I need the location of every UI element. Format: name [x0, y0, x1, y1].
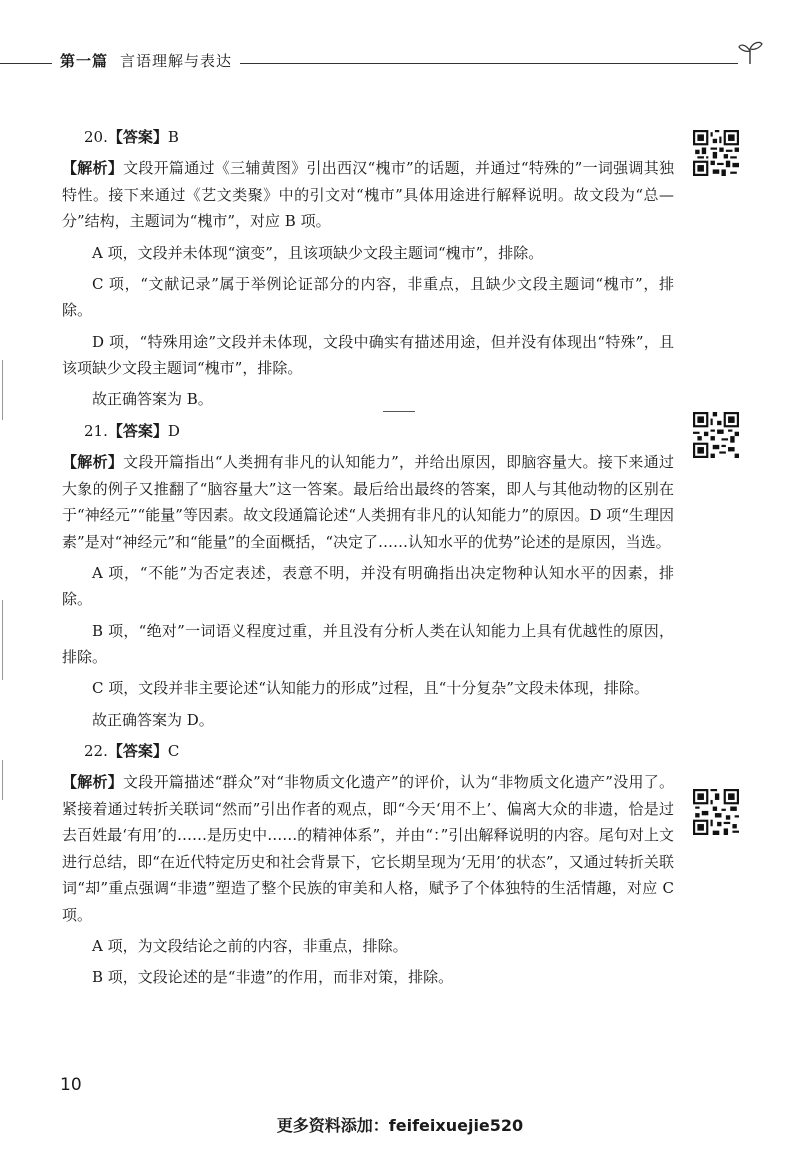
answer-value: C [167, 742, 180, 761]
analysis-text: 文段开篇指出“人类拥有非凡的认知能力”，并给出原因，即脑容量大。接下来通过大象的例子又推翻了“脑容量大”这一答案。最后给出最终的答案，即人与其他动物的区别在于“神经元”“能量”等因素。故文段通篇论述“人类拥有非凡的认知能力”的原因。D 项“生理因素”是对“神经元”和“能量”的全面概括，“决定了……认知水平的优势”论述的是原因，当选。 [62, 453, 674, 551]
answer-heading [62, 418, 674, 445]
analysis-tag: 【解析】 [62, 773, 124, 792]
analysis-paragraph [62, 769, 674, 928]
scan-edge-mark [2, 600, 3, 680]
analysis-paragraph [62, 449, 674, 555]
answer-heading [62, 124, 674, 151]
chapter-part: 第一篇 [60, 52, 109, 70]
answer-value: D [167, 421, 180, 440]
qr-code-icon[interactable] [693, 130, 739, 176]
conclusion: 故正确答案为 D。 [92, 710, 214, 729]
qr-code-icon[interactable] [693, 789, 739, 835]
analysis-paragraph [62, 155, 674, 235]
page-number: 10 [60, 1075, 82, 1095]
analysis-text: 文段开篇描述“群众”对“非物质文化遗产”的评价，认为“非物质文化遗产”没用了。紧接着通过转折关联词“然而”引出作者的观点，即“今天‘用不上’、偏离大众的非遗，恰是过去百姓最‘有用’的……是历史中……的精神体系”，并由“：”引出解释说明的内容。尾句对上文进行总结，即“在近代特定历史和社会背景下，它长期呈现为‘无用’的状态”，又通过转折关联词“却”重点强调“非遗”塑造了整个民族的审美和人格，赋予了个体独特的生活情趣，对应 C 项。 [62, 773, 674, 924]
option-explanation: A 项，为文段结论之前的内容，非重点，排除。 [92, 937, 408, 956]
answer-tag: 【答案】 [107, 128, 168, 146]
answer-tag: 【答案】 [107, 421, 168, 440]
analysis-tag: 【解析】 [62, 453, 124, 472]
footer-contact-note: 更多资料添加：feifeixuejie520 [276, 1116, 524, 1135]
answer-explanations [62, 124, 674, 996]
answer-tag: 【答案】 [107, 742, 168, 761]
answer-value: B [167, 128, 179, 146]
option-explanation: A 项，文段并未体现“演变”，且该项缺少文段主题词“槐市”，排除。 [92, 243, 544, 262]
option-explanation: D 项，“特殊用途”文段并未体现，文段中确实有描述用途，但并没有体现出“特殊”，且该项缺少文段主题词“槐市”，排除。 [62, 332, 674, 378]
option-explanation: C 项，“文献记录”属于举例论证部分的内容，非重点，且缺少文段主题词“槐市”，排除。 [62, 274, 674, 320]
analysis-text: 文段开篇通过《三辅黄图》引出西汉“槐市”的话题，并通过“特殊的”一词强调其独特性。接下来通过《艺文类聚》中的引文对“槐市”具体用途进行解释说明。故文段为“总—分”结构，主题词为“槐市”，对应 B 项。 [62, 159, 674, 231]
chapter-header [52, 50, 240, 71]
question-number: 22. [84, 742, 108, 761]
scan-edge-mark [2, 760, 3, 800]
qr-code-icon[interactable] [693, 412, 739, 458]
option-explanation: A 项，“不能”为否定表述，表意不明，并没有明确指出决定物种认知水平的因素，排除。 [62, 563, 674, 609]
sprout-icon [736, 38, 764, 66]
analysis-tag: 【解析】 [62, 159, 124, 178]
scan-edge-mark [2, 360, 3, 420]
option-explanation: C 项，文段并非主要论述“认知能力的形成”过程，且“十分复杂”文段未体现，排除。 [92, 679, 649, 698]
option-explanation: B 项，文段论述的是“非遗”的作用，而非对策，排除。 [92, 968, 454, 987]
question-number: 20. [84, 128, 108, 146]
conclusion: 故正确答案为 B。 [92, 390, 213, 409]
chapter-title: 言语理解与表达 [120, 52, 233, 70]
answer-heading [62, 738, 674, 765]
option-explanation: B 项，“绝对”一词语义程度过重，并且没有分析人类在认知能力上具有优越性的原因，排除。 [62, 621, 674, 667]
question-number: 21. [84, 421, 108, 440]
